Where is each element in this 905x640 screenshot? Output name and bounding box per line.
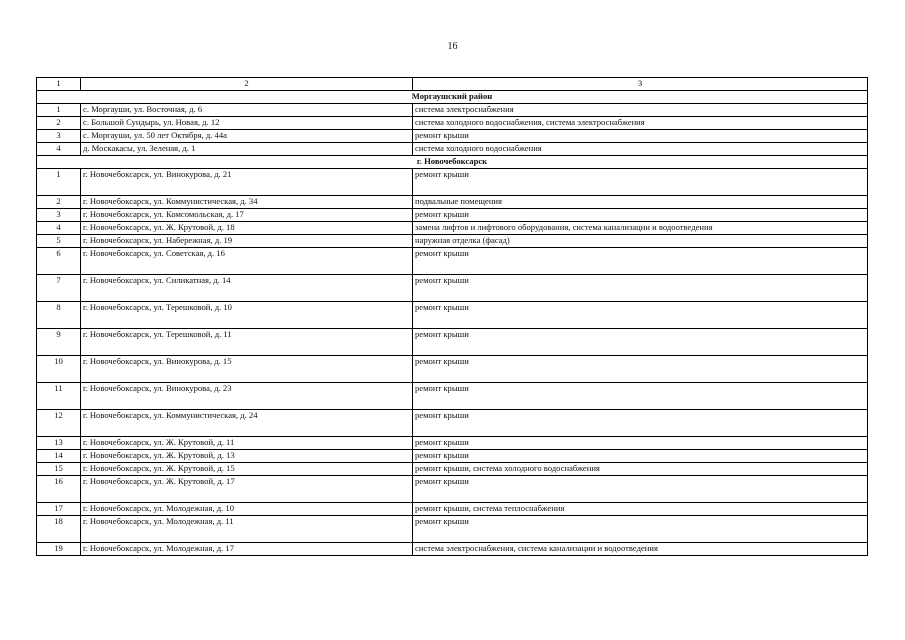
- works-cell: ремонт крыши: [413, 383, 868, 410]
- works-cell: ремонт крыши: [413, 130, 868, 143]
- works-cell: ремонт крыши: [413, 437, 868, 450]
- address-cell: с. Моргауши, ул. Восточная, д. 6: [81, 104, 413, 117]
- works-cell: ремонт крыши: [413, 169, 868, 196]
- table-row: [37, 410, 868, 437]
- table-row: [37, 169, 868, 196]
- works-cell: ремонт крыши, система холодного водоснабжения: [413, 463, 868, 476]
- table-row: [37, 104, 868, 117]
- section-header-row: [37, 156, 868, 169]
- row-number-cell: 5: [37, 235, 81, 248]
- row-number-cell: 4: [37, 143, 81, 156]
- works-cell: ремонт крыши: [413, 329, 868, 356]
- row-number-cell: 19: [37, 543, 81, 556]
- address-cell: г. Новочебоксарск, ул. Ж. Крутовой, д. 15: [81, 463, 413, 476]
- works-table: [36, 77, 868, 556]
- row-number-cell: 14: [37, 450, 81, 463]
- works-cell: ремонт крыши: [413, 410, 868, 437]
- works-cell: ремонт крыши: [413, 209, 868, 222]
- row-number-cell: 17: [37, 503, 81, 516]
- table-row: [37, 356, 868, 383]
- address-cell: г. Новочебоксарск, ул. Ж. Крутовой, д. 13: [81, 450, 413, 463]
- row-number-cell: 8: [37, 302, 81, 329]
- table-row: [37, 383, 868, 410]
- address-cell: г. Новочебоксарск, ул. Комсомольская, д. 17: [81, 209, 413, 222]
- table-body: [37, 78, 868, 556]
- address-cell: г. Новочебоксарск, ул. Советская, д. 16: [81, 248, 413, 275]
- address-cell: г. Новочебоксарск, ул. Молодежная, д. 11: [81, 516, 413, 543]
- row-number-cell: 6: [37, 248, 81, 275]
- column-header-2: 2: [81, 78, 413, 91]
- row-number-cell: 3: [37, 130, 81, 143]
- address-cell: г. Новочебоксарск, ул. Винокурова, д. 15: [81, 356, 413, 383]
- address-cell: г. Новочебоксарск, ул. Терешковой, д. 11: [81, 329, 413, 356]
- address-cell: г. Новочебоксарск, ул. Молодежная, д. 17: [81, 543, 413, 556]
- table-row: [37, 235, 868, 248]
- address-cell: г. Новочебоксарск, ул. Винокурова, д. 23: [81, 383, 413, 410]
- table-row: [37, 222, 868, 235]
- table-row: [37, 503, 868, 516]
- address-cell: г. Новочебоксарск, ул. Силикатная, д. 14: [81, 275, 413, 302]
- address-cell: г. Новочебоксарск, ул. Ж. Крутовой, д. 18: [81, 222, 413, 235]
- works-cell: подвальные помещения: [413, 196, 868, 209]
- address-cell: г. Новочебоксарск, ул. Терешковой, д. 10: [81, 302, 413, 329]
- section-title: г. Новочебоксарск: [37, 156, 868, 169]
- table-row: [37, 209, 868, 222]
- column-header-3: 3: [413, 78, 868, 91]
- table-row: [37, 437, 868, 450]
- address-cell: г. Новочебоксарск, ул. Ж. Крутовой, д. 17: [81, 476, 413, 503]
- works-cell: ремонт крыши, система теплоснабжения: [413, 503, 868, 516]
- row-number-cell: 4: [37, 222, 81, 235]
- row-number-cell: 7: [37, 275, 81, 302]
- row-number-cell: 1: [37, 104, 81, 117]
- address-cell: г. Новочебоксарск, ул. Молодежная, д. 10: [81, 503, 413, 516]
- row-number-cell: 11: [37, 383, 81, 410]
- table-row: [37, 248, 868, 275]
- address-cell: с. Большой Сундырь, ул. Новая, д. 12: [81, 117, 413, 130]
- works-cell: ремонт крыши: [413, 476, 868, 503]
- column-header-row: [37, 78, 868, 91]
- table-row: [37, 275, 868, 302]
- row-number-cell: 13: [37, 437, 81, 450]
- row-number-cell: 12: [37, 410, 81, 437]
- address-cell: с. Моргауши, ул. 50 лет Октября, д. 44а: [81, 130, 413, 143]
- table-row: [37, 143, 868, 156]
- row-number-cell: 15: [37, 463, 81, 476]
- works-cell: система холодного водоснабжения, система электроснабжения: [413, 117, 868, 130]
- table-row: [37, 463, 868, 476]
- table-row: [37, 450, 868, 463]
- table-row: [37, 543, 868, 556]
- table-row: [37, 117, 868, 130]
- table-row: [37, 130, 868, 143]
- row-number-cell: 16: [37, 476, 81, 503]
- address-cell: г. Новочебоксарск, ул. Ж. Крутовой, д. 11: [81, 437, 413, 450]
- works-cell: ремонт крыши: [413, 450, 868, 463]
- table-row: [37, 329, 868, 356]
- address-cell: г. Новочебоксарск, ул. Коммунистическая, д. 24: [81, 410, 413, 437]
- column-header-1: 1: [37, 78, 81, 91]
- works-cell: ремонт крыши: [413, 302, 868, 329]
- address-cell: г. Новочебоксарск, ул. Винокурова, д. 21: [81, 169, 413, 196]
- row-number-cell: 1: [37, 169, 81, 196]
- works-cell: система электроснабжения: [413, 104, 868, 117]
- section-title: Моргаушский район: [37, 91, 868, 104]
- row-number-cell: 18: [37, 516, 81, 543]
- works-cell: ремонт крыши: [413, 248, 868, 275]
- page-number: 16: [447, 41, 458, 52]
- row-number-cell: 3: [37, 209, 81, 222]
- works-cell: замена лифтов и лифтового оборудования, система канализации и водоотведения: [413, 222, 868, 235]
- row-number-cell: 9: [37, 329, 81, 356]
- address-cell: г. Новочебоксарск, ул. Коммунистическая, д. 34: [81, 196, 413, 209]
- works-cell: ремонт крыши: [413, 275, 868, 302]
- works-cell: система холодного водоснабжения: [413, 143, 868, 156]
- table-row: [37, 302, 868, 329]
- row-number-cell: 2: [37, 196, 81, 209]
- works-cell: ремонт крыши: [413, 516, 868, 543]
- address-cell: г. Новочебоксарск, ул. Набережная, д. 19: [81, 235, 413, 248]
- row-number-cell: 2: [37, 117, 81, 130]
- address-cell: д. Москакасы, ул. Зеленая, д. 1: [81, 143, 413, 156]
- works-cell: ремонт крыши: [413, 356, 868, 383]
- table-row: [37, 476, 868, 503]
- row-number-cell: 10: [37, 356, 81, 383]
- works-cell: система электроснабжения, система канализации и водоотведения: [413, 543, 868, 556]
- works-cell: наружная отделка (фасад): [413, 235, 868, 248]
- section-header-row: [37, 91, 868, 104]
- table-row: [37, 196, 868, 209]
- table-row: [37, 516, 868, 543]
